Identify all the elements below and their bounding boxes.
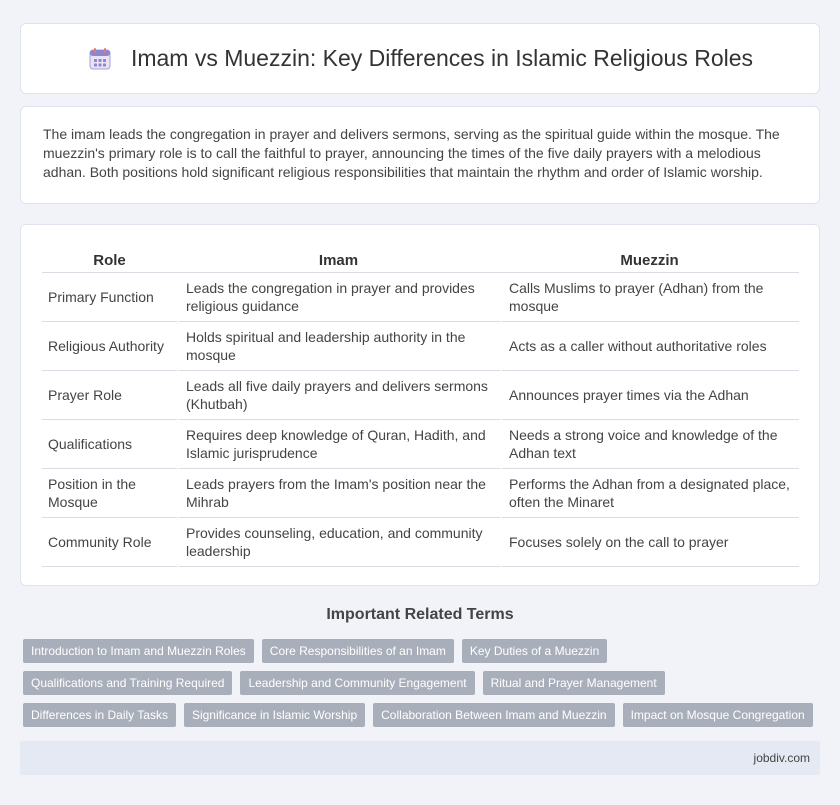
calendar-icon [87,46,113,72]
header [87,45,753,72]
role-cell: Primary Function [42,273,177,322]
related-term-tag[interactable]: Introduction to Imam and Muezzin Roles [23,639,254,663]
related-term-tag[interactable]: Qualifications and Training Required [23,671,232,695]
table-row [42,420,799,469]
table-row [42,371,799,420]
imam-cell: Leads all five daily prayers and delivers sermons (Khutbah) [177,371,500,420]
muezzin-cell: Needs a strong voice and knowledge of the Adhan text [500,420,799,469]
role-cell: Prayer Role [42,371,177,420]
role-cell: Religious Authority [42,322,177,371]
footer-site-link[interactable]: jobdiv.com [753,751,810,765]
related-terms-list [23,639,823,727]
imam-cell: Leads the congregation in prayer and provides religious guidance [177,273,500,322]
imam-cell: Holds spiritual and leadership authority in the mosque [177,322,500,371]
related-term-tag[interactable]: Core Responsibilities of an Imam [262,639,454,663]
table-row [42,469,799,518]
related-term-tag[interactable]: Differences in Daily Tasks [23,703,176,727]
imam-cell: Provides counseling, education, and community leadership [177,518,500,567]
header-muezzin: Muezzin [500,243,799,273]
muezzin-cell: Calls Muslims to prayer (Adhan) from the mosque [500,273,799,322]
muezzin-cell: Focuses solely on the call to prayer [500,518,799,567]
header-imam: Imam [177,243,500,273]
related-term-tag[interactable]: Leadership and Community Engagement [240,671,474,695]
related-term-tag[interactable]: Ritual and Prayer Management [483,671,665,695]
role-cell: Qualifications [42,420,177,469]
table-header-row [42,243,799,273]
related-term-tag[interactable]: Impact on Mosque Congregation [623,703,813,727]
imam-cell: Requires deep knowledge of Quran, Hadith, and Islamic jurisprudence [177,420,500,469]
role-cell: Position in the Mosque [42,469,177,518]
table-row [42,518,799,567]
related-term-tag[interactable]: Key Duties of a Muezzin [462,639,607,663]
header-card [20,23,820,94]
related-terms-title: Important Related Terms [326,606,514,623]
header-role: Role [42,243,177,273]
page-title: Imam vs Muezzin: Key Differences in Islamic Religious Roles [130,45,754,71]
muezzin-cell: Acts as a caller without authoritative roles [500,322,799,371]
role-cell: Community Role [42,518,177,567]
table-row [42,322,799,371]
footer [20,741,820,775]
comparison-card [20,224,820,586]
comparison-table [42,243,799,567]
intro-card [20,106,820,204]
related-term-tag[interactable]: Significance in Islamic Worship [184,703,365,727]
imam-cell: Leads prayers from the Imam's position near the Mihrab [177,469,500,518]
intro-paragraph: The imam leads the congregation in prayer and delivers sermons, serving as the spiritual guide within the mosque. The muezzin's primary role is to call the faithful to prayer, announcing the times of the five daily prayers with a melodious adhan. Both positions hold significant religious responsibilities that maintain the rhythm and order of Islamic worship. [43,126,780,180]
table-row [42,273,799,322]
muezzin-cell: Announces prayer times via the Adhan [500,371,799,420]
muezzin-cell: Performs the Adhan from a designated place, often the Minaret [500,469,799,518]
related-term-tag[interactable]: Collaboration Between Imam and Muezzin [373,703,614,727]
